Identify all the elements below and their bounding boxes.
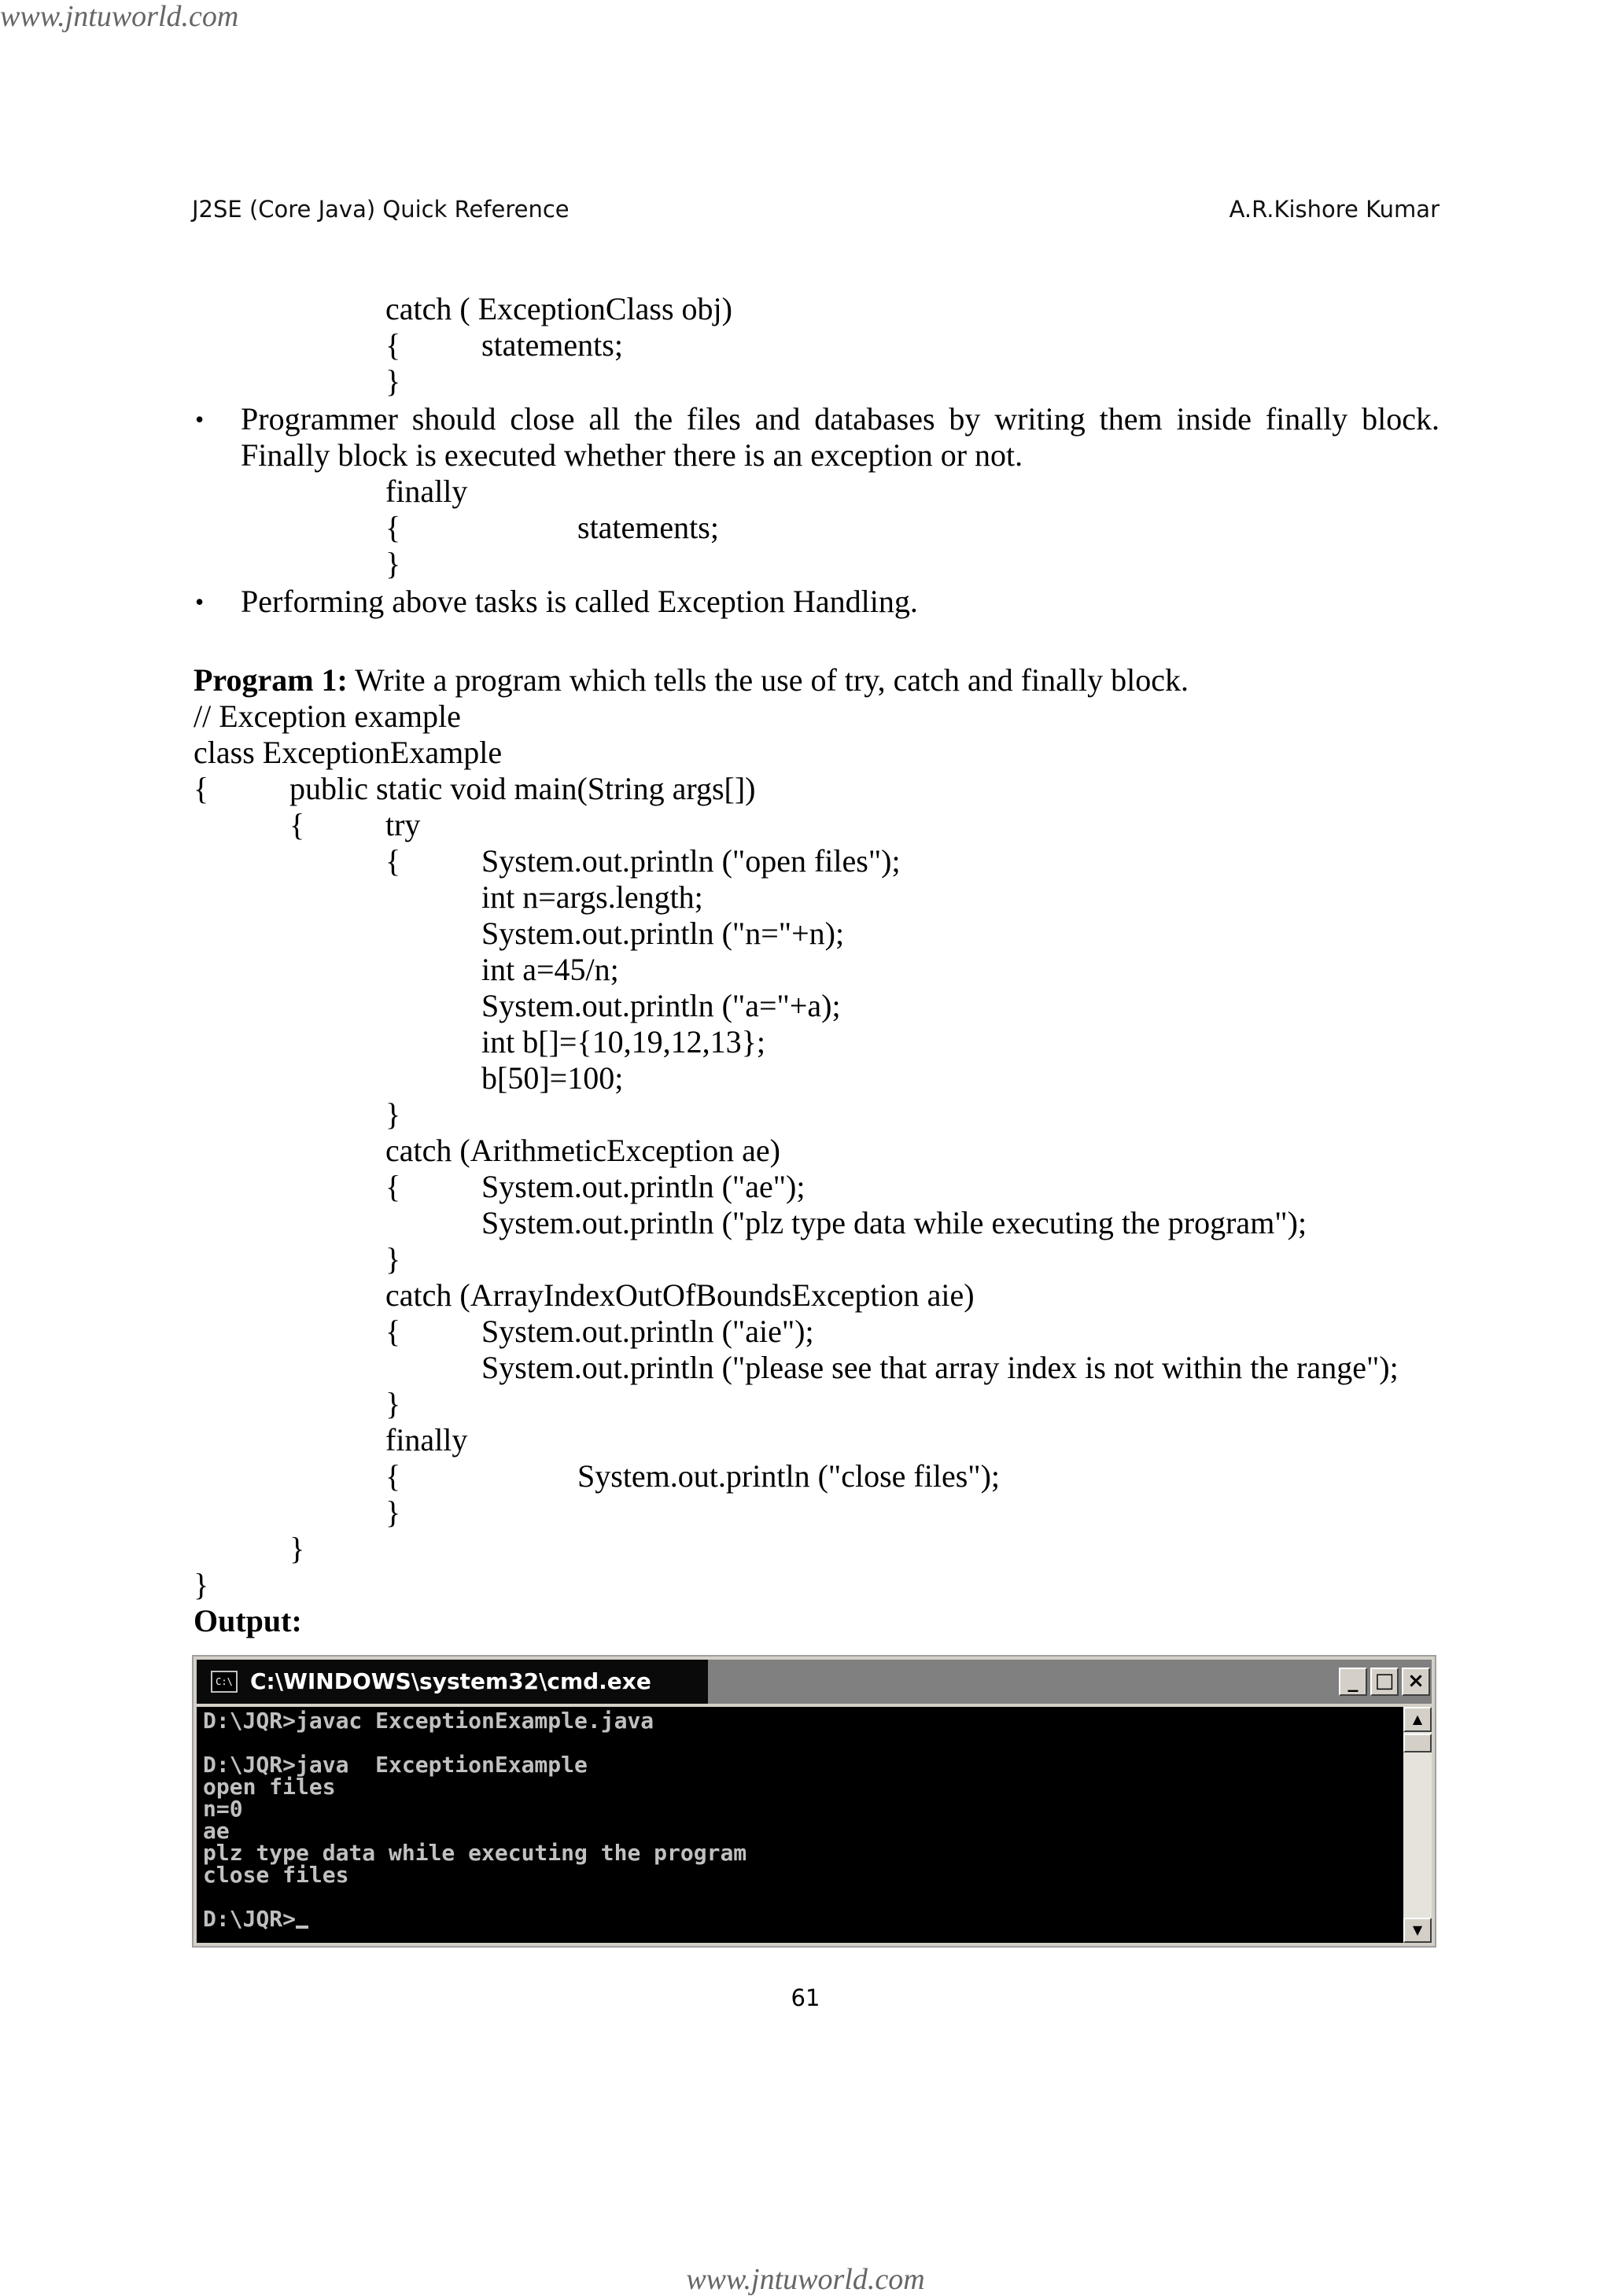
code-line: System.out.println ("ae"); (481, 1169, 806, 1204)
code-line: System.out.println ("n="+n); (481, 916, 845, 951)
code-line: int b[]={10,19,12,13}; (481, 1024, 765, 1060)
code-line: System.out.println ("a="+a); (481, 988, 841, 1023)
code-brace: } (385, 546, 401, 581)
code-line: try (385, 807, 421, 842)
vertical-scrollbar[interactable] (1403, 1707, 1432, 1943)
window-title: C:\WINDOWS\system32\cmd.exe (250, 1668, 651, 1694)
cursor-caret (296, 1926, 308, 1929)
code-brace: { (385, 510, 401, 545)
code-line: int a=45/n; (481, 952, 619, 987)
code-brace: } (385, 363, 401, 399)
console-output[interactable] (197, 1707, 1403, 1943)
page-number: 61 (791, 1985, 820, 2011)
bullet-marker: • (195, 405, 205, 433)
console-line: plz type data while executing the program (203, 1840, 747, 1866)
code-line: catch (ArithmeticException ae) (385, 1133, 780, 1168)
code-brace: { (385, 1314, 401, 1349)
header-author: A.R.Kishore Kumar (1229, 196, 1440, 223)
code-line: public static void main(String args[]) (289, 771, 756, 806)
close-button[interactable]: × (1402, 1668, 1430, 1696)
console-line: ae (203, 1818, 230, 1844)
code-line: System.out.println ("aie"); (481, 1314, 814, 1349)
code-brace: } (385, 1386, 401, 1421)
code-line: finally (385, 474, 468, 509)
bullet-text: Performing above tasks is called Exception Handling. (241, 584, 918, 619)
code-brace: { (385, 1169, 401, 1204)
console-line: open files (203, 1774, 336, 1800)
output-label: Output: (194, 1603, 302, 1638)
bullet-text: Programmer should close all the files and databases by writing them inside finally block. (241, 401, 1440, 437)
code-line: System.out.println ("please see that array index is not within the range"); (481, 1350, 1399, 1385)
code-line: catch (ArrayIndexOutOfBoundsException aie) (385, 1277, 975, 1313)
code-line: System.out.println ("close files"); (577, 1458, 1001, 1494)
code-brace: { (385, 327, 401, 363)
code-brace: } (385, 1494, 401, 1530)
code-line: System.out.println ("open files"); (481, 843, 901, 879)
code-line: statements; (481, 327, 623, 363)
console-line: D:\JQR>java ExceptionExample (203, 1752, 588, 1778)
title-bar[interactable] (197, 1660, 1432, 1704)
bullet-text-continued: Finally block is executed whether there is an exception or not. (241, 437, 1023, 473)
code-line: System.out.println ("plz type data while executing the program"); (481, 1205, 1307, 1240)
code-brace: } (289, 1531, 305, 1566)
code-line: catch ( ExceptionClass obj) (385, 291, 732, 326)
maximize-button[interactable]: □ (1370, 1668, 1399, 1696)
scroll-up-arrow-icon[interactable]: ▲ (1403, 1707, 1432, 1732)
code-line: finally (385, 1422, 468, 1458)
code-line: b[50]=100; (481, 1060, 624, 1096)
code-line: statements; (577, 510, 719, 545)
bullet-marker: • (195, 588, 205, 616)
program-label: Program 1: (194, 662, 348, 698)
console-line: D:\JQR>javac ExceptionExample.java (203, 1708, 654, 1734)
code-brace: } (194, 1567, 209, 1602)
code-line: // Exception example (194, 698, 461, 734)
code-brace: } (385, 1241, 401, 1277)
minimize-button[interactable]: _ (1339, 1668, 1367, 1696)
code-brace: { (194, 771, 209, 806)
code-line: class ExceptionExample (194, 735, 503, 770)
console-line: close files (203, 1862, 349, 1888)
program-heading (194, 662, 1189, 698)
title-bar-active-region (197, 1660, 708, 1704)
code-brace: { (385, 843, 401, 879)
watermark-bottom: www.jntuworld.com (686, 2263, 925, 2296)
scroll-down-arrow-icon[interactable]: ▼ (1403, 1918, 1432, 1943)
scroll-thumb[interactable] (1403, 1734, 1432, 1752)
code-brace: { (385, 1458, 401, 1494)
code-brace: { (289, 807, 305, 842)
header-title: J2SE (Core Java) Quick Reference (192, 196, 570, 223)
cmd-window (192, 1655, 1436, 1948)
cmd-icon: C:\ (211, 1671, 238, 1693)
watermark-top: www.jntuworld.com (0, 0, 239, 33)
code-line: int n=args.length; (481, 879, 703, 915)
console-prompt-line (203, 1908, 308, 1930)
console-prompt: D:\JQR> (203, 1906, 297, 1932)
code-brace: } (385, 1096, 401, 1132)
program-description: Write a program which tells the use of try, catch and finally block. (347, 662, 1189, 698)
console-line: n=0 (203, 1796, 243, 1822)
